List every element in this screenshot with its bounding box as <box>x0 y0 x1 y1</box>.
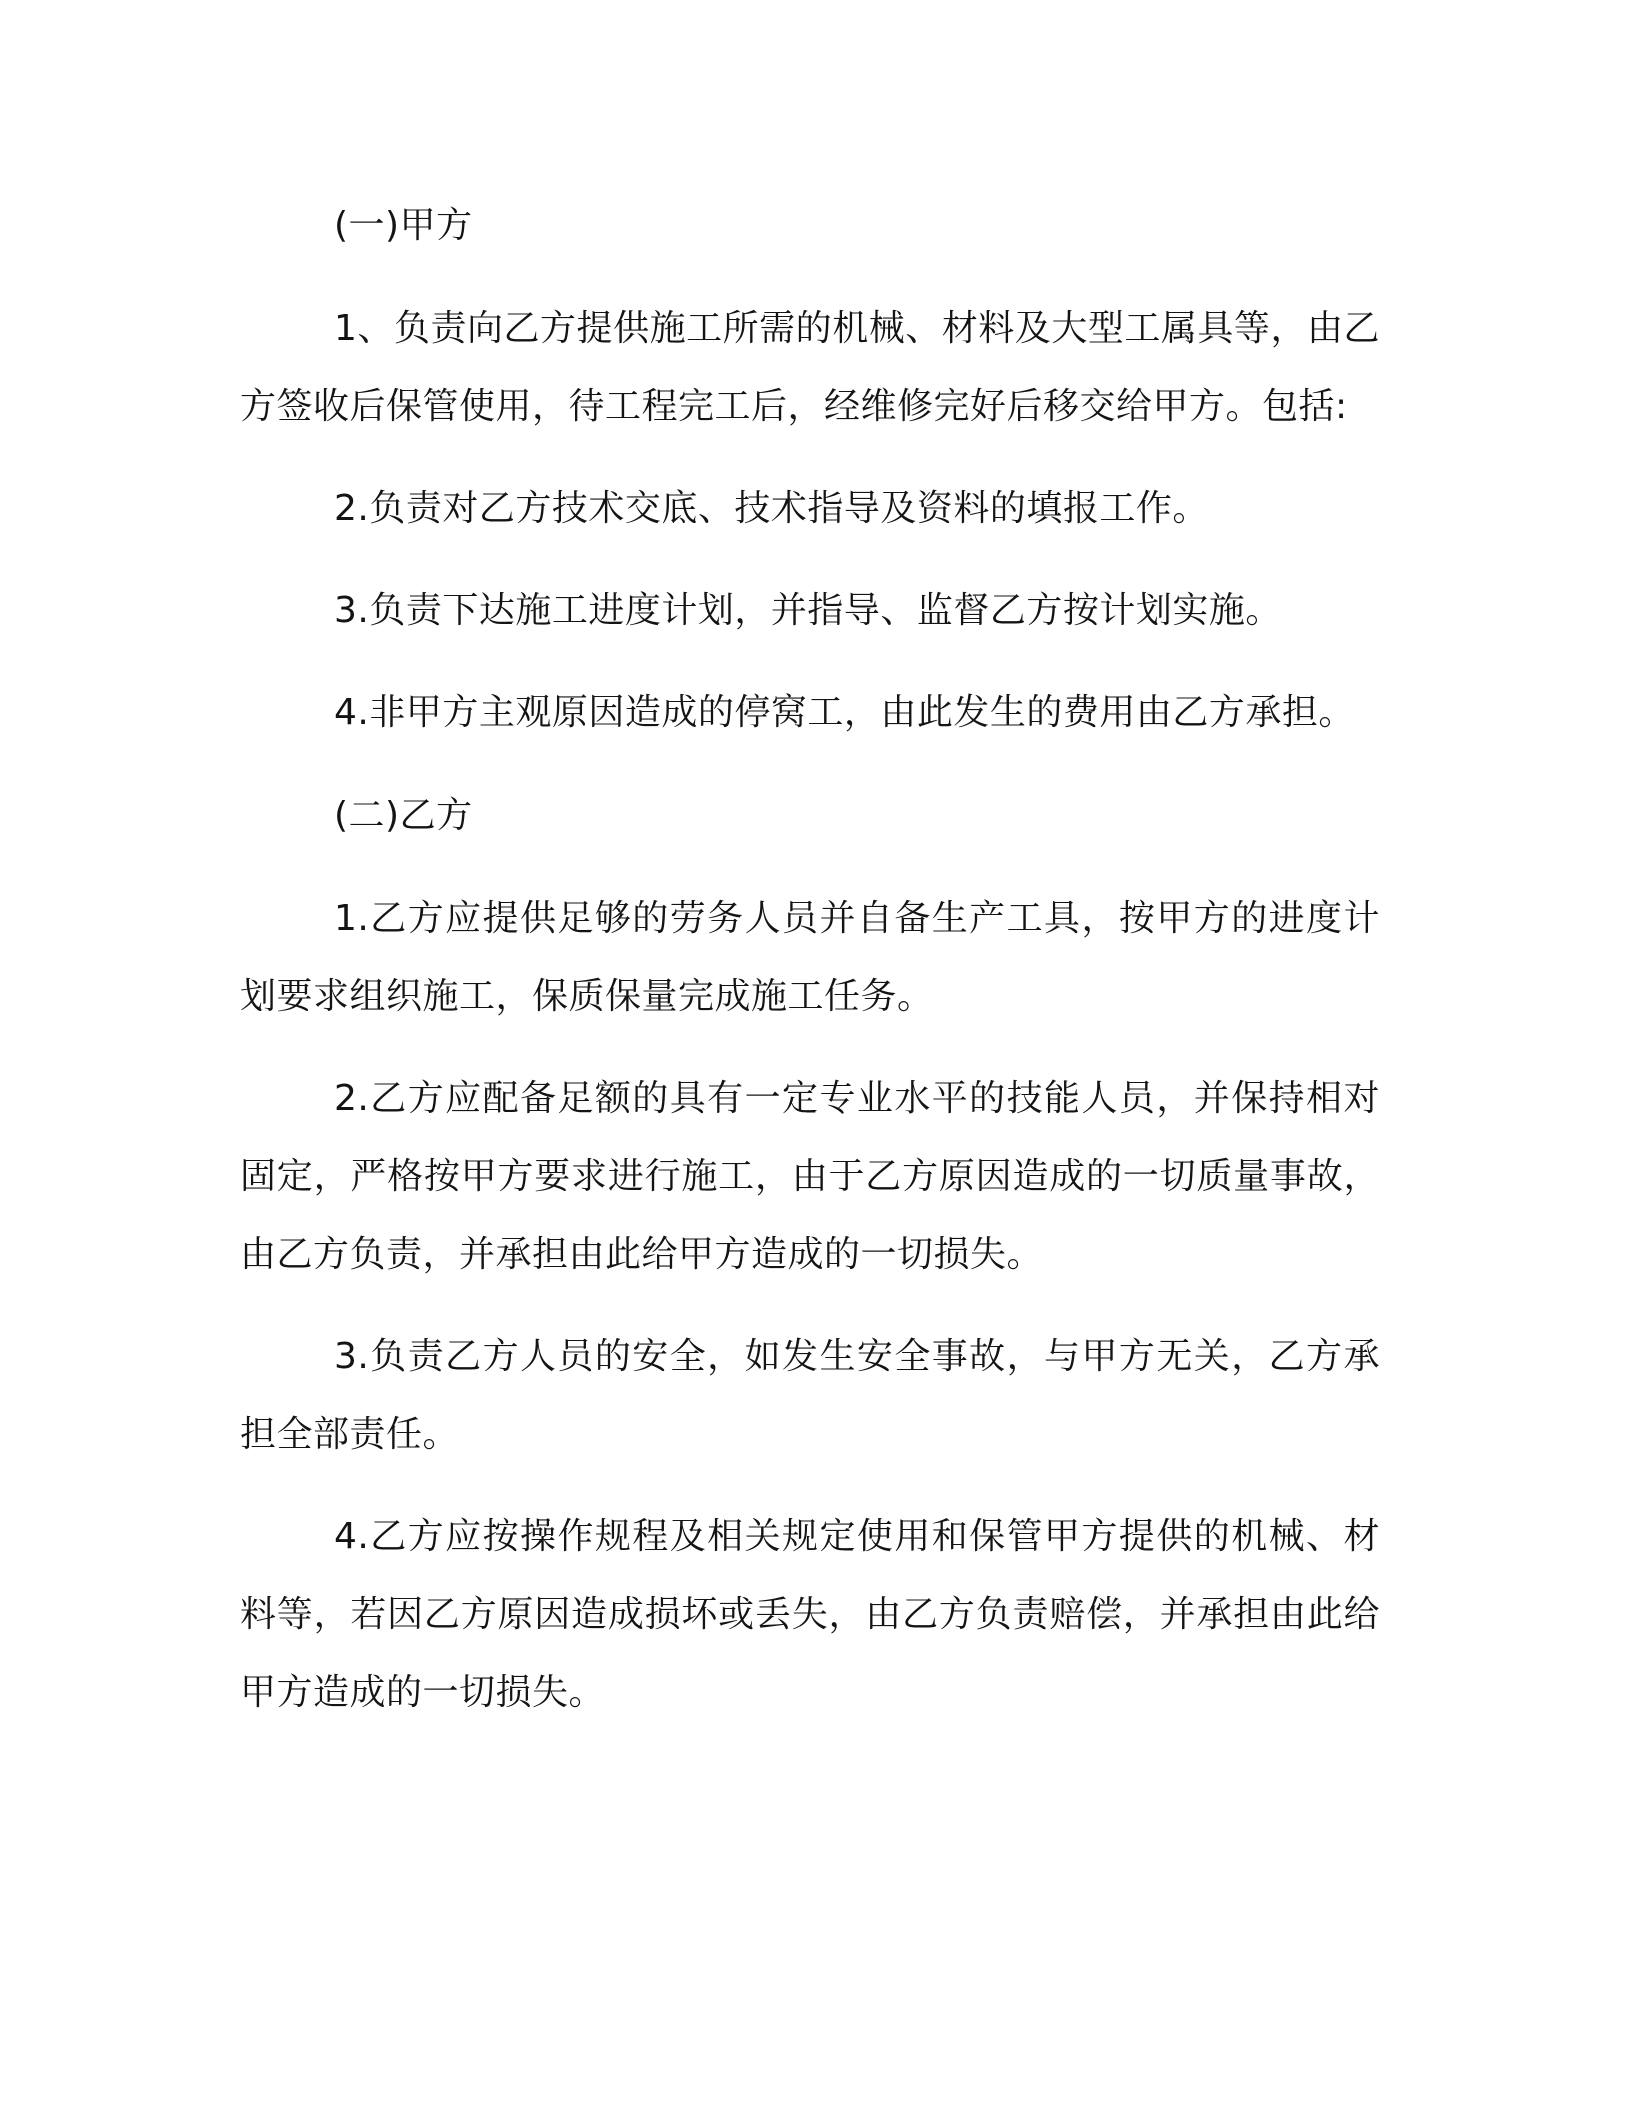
party-a-item-3: 3.负责下达施工进度计划，并指导、监督乙方按计划实施。 <box>334 590 1282 631</box>
party-b-item-1: 1.乙方应提供足够的劳务人员并自备生产工具，按甲方的进度计划要求组织施工，保质保量完成施工任务。 <box>240 898 1380 1017</box>
section-heading-party-b: (二)乙方 <box>334 795 473 836</box>
document-body <box>240 186 1380 1756</box>
party-b-item-3: 3.负责乙方人员的安全，如发生安全事故，与甲方无关，乙方承担全部责任。 <box>240 1336 1380 1455</box>
party-a-item-4: 4.非甲方主观原因造成的停窝工，由此发生的费用由乙方承担。 <box>334 692 1355 733</box>
party-a-item-2: 2.负责对乙方技术交底、技术指导及资料的填报工作。 <box>334 488 1209 529</box>
party-a-item-1: 1、负责向乙方提供施工所需的机械、材料及大型工属具等，由乙方签收后保管使用，待工程完工后，经维修完好后移交给甲方。包括: <box>240 308 1380 427</box>
section-heading-party-a: (一)甲方 <box>334 205 473 246</box>
party-b-item-4: 4.乙方应按操作规程及相关规定使用和保管甲方提供的机械、材料等，若因乙方原因造成损坏或丢失，由乙方负责赔偿，并承担由此给甲方造成的一切损失。 <box>240 1516 1380 1713</box>
party-b-item-2: 2.乙方应配备足额的具有一定专业水平的技能人员，并保持相对固定，严格按甲方要求进行施工，由于乙方原因造成的一切质量事故，由乙方负责，并承担由此给甲方造成的一切损失。 <box>240 1078 1380 1275</box>
